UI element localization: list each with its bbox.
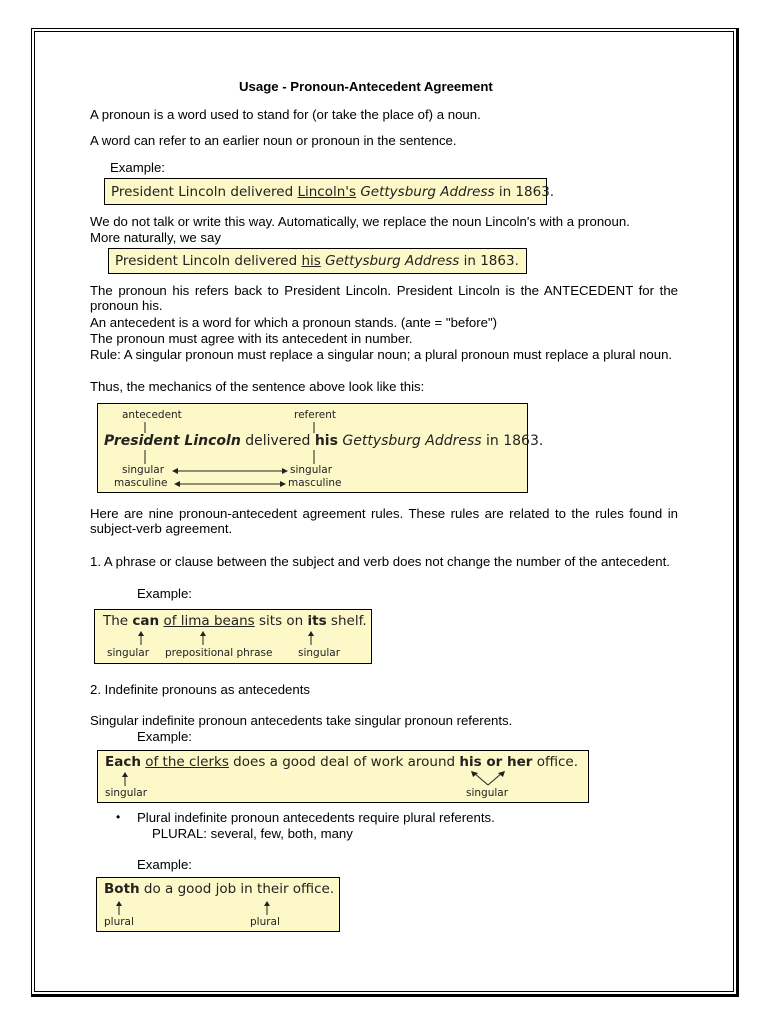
gettysburg-address: Gettysburg Address xyxy=(325,253,460,269)
number-arrow-head-left xyxy=(172,468,178,474)
pronoun-its: its xyxy=(307,613,327,629)
replace-line-2: More naturally, we say xyxy=(90,230,221,245)
explain-paragraph-1: The pronoun his refers back to President Lincoln. President Lincoln is the ANTECEDENT for the pronoun his. xyxy=(90,283,678,313)
example-label-2: Example: xyxy=(137,586,192,601)
pronoun-his: his xyxy=(301,253,321,269)
example-label-4: Example: xyxy=(137,857,192,872)
sentence-end: in 1863. xyxy=(459,253,519,269)
explain-line-3: The pronoun must agree with its antecedent in number. xyxy=(90,331,413,346)
label-singular-left: singular xyxy=(107,647,150,659)
arrow-each-head xyxy=(122,772,128,777)
rule-2-singular-arrows xyxy=(98,751,590,804)
rule-1-arrows xyxy=(95,610,373,665)
label-prepositional-phrase: prepositional phrase xyxy=(165,647,273,659)
arrow-can-head xyxy=(138,631,144,636)
pronoun-his: his xyxy=(314,433,338,449)
example-label-3: Example: xyxy=(137,729,192,744)
gettysburg-address: Gettysburg Address xyxy=(360,184,495,200)
arrow-their-head xyxy=(264,901,270,906)
gettysburg-address: Gettysburg Address xyxy=(342,433,482,449)
example-box-rule-2-singular xyxy=(97,750,589,803)
sentence-end: shelf. xyxy=(326,613,367,629)
intro-line-1: A pronoun is a word used to stand for (or take the place of) a noun. xyxy=(90,107,481,122)
label-plural-right: plural xyxy=(250,916,280,928)
noun-lincolns: Lincoln's xyxy=(297,184,357,200)
sentence-middle: does a good deal of work around xyxy=(228,754,460,770)
label-plural-left: plural xyxy=(104,916,134,928)
phrase-of-lima-beans: of lima beans xyxy=(163,613,255,629)
explain-line-5: Thus, the mechanics of the sentence above look like this: xyxy=(90,379,425,394)
intro-line-2: A word can refer to an earlier noun or pronoun in the sentence. xyxy=(90,133,457,148)
bullet-symbol: • xyxy=(116,810,121,824)
pronoun-his-or-her: his or her xyxy=(459,754,533,770)
rule-1: 1. A phrase or clause between the subject and verb does not change the number of the antecedent. xyxy=(90,554,670,569)
example-sentence-2 xyxy=(115,253,519,269)
sentence-rest: do a good job in their office. xyxy=(139,881,335,897)
arrow-phrase-head xyxy=(200,631,206,636)
subject-each: Each xyxy=(105,754,141,770)
arrow-both-head xyxy=(116,901,122,906)
label-singular-right: singular xyxy=(466,787,509,799)
antecedent-label: antecedent xyxy=(122,409,182,421)
plural-indefinite-line: Plural indefinite pronoun antecedents require plural referents. xyxy=(137,810,495,825)
replace-line-1: We do not talk or write this way. Automatically, we replace the noun Lincoln's with a pronoun. xyxy=(90,214,630,229)
example-box-rule-1 xyxy=(94,609,372,664)
subject-can: can xyxy=(132,613,160,629)
number-arrow-head-right xyxy=(282,468,288,474)
sentence-start: President Lincoln delivered xyxy=(115,253,302,269)
plural-list-line: PLURAL: several, few, both, many xyxy=(152,826,353,841)
word-the: The xyxy=(103,613,133,629)
sentence-start: President Lincoln delivered xyxy=(111,184,298,200)
gender-arrow-head-right xyxy=(280,481,286,487)
sentence-end: office. xyxy=(532,754,579,770)
label-singular-right: singular xyxy=(298,647,341,659)
explain-line-2: An antecedent is a word for which a pronoun stands. (ante = "before") xyxy=(90,315,498,330)
example-sentence-1 xyxy=(111,184,554,200)
mechanics-arrows xyxy=(98,404,529,494)
label-singular-left: singular xyxy=(105,787,148,799)
arrow-its-head xyxy=(308,631,314,636)
example-label-1: Example: xyxy=(110,160,165,175)
sentence-end: in 1863. xyxy=(494,184,555,200)
rule-2: 2. Indefinite pronouns as antecedents xyxy=(90,682,310,697)
example-box-1 xyxy=(104,178,555,205)
sentence-end: in 1863. xyxy=(481,433,544,449)
subject-both: Both xyxy=(104,881,140,897)
right-number-label: singular xyxy=(290,464,333,476)
arrow-her xyxy=(488,773,502,785)
phrase-of-the-clerks: of the clerks xyxy=(145,754,229,770)
verb-sits-on: sits on xyxy=(254,613,308,629)
page-title: Usage - Pronoun-Antecedent Agreement xyxy=(239,79,493,94)
verb-delivered: delivered xyxy=(240,433,315,449)
rules-intro-paragraph: Here are nine pronoun-antecedent agreement rules. These rules are related to the rules found in subject-verb agreement. xyxy=(90,506,678,536)
left-number-label: singular xyxy=(122,464,165,476)
right-gender-label: masculine xyxy=(288,477,342,489)
subject-president-lincoln: President Lincoln xyxy=(104,433,241,449)
arrow-his xyxy=(474,773,488,785)
explain-paragraph-4: Rule: A singular pronoun must replace a singular noun; a plural pronoun must replace a plural noun. xyxy=(90,347,673,362)
example-box-2 xyxy=(108,248,527,274)
left-gender-label: masculine xyxy=(114,477,168,489)
referent-label: referent xyxy=(294,409,337,421)
singular-indefinite-line: Singular indefinite pronoun antecedents take singular pronoun referents. xyxy=(90,713,513,728)
example-box-rule-2-plural xyxy=(96,877,340,932)
mechanics-diagram-box xyxy=(97,403,544,493)
gender-arrow-head-left xyxy=(174,481,180,487)
rule-2-plural-arrows xyxy=(97,878,341,933)
